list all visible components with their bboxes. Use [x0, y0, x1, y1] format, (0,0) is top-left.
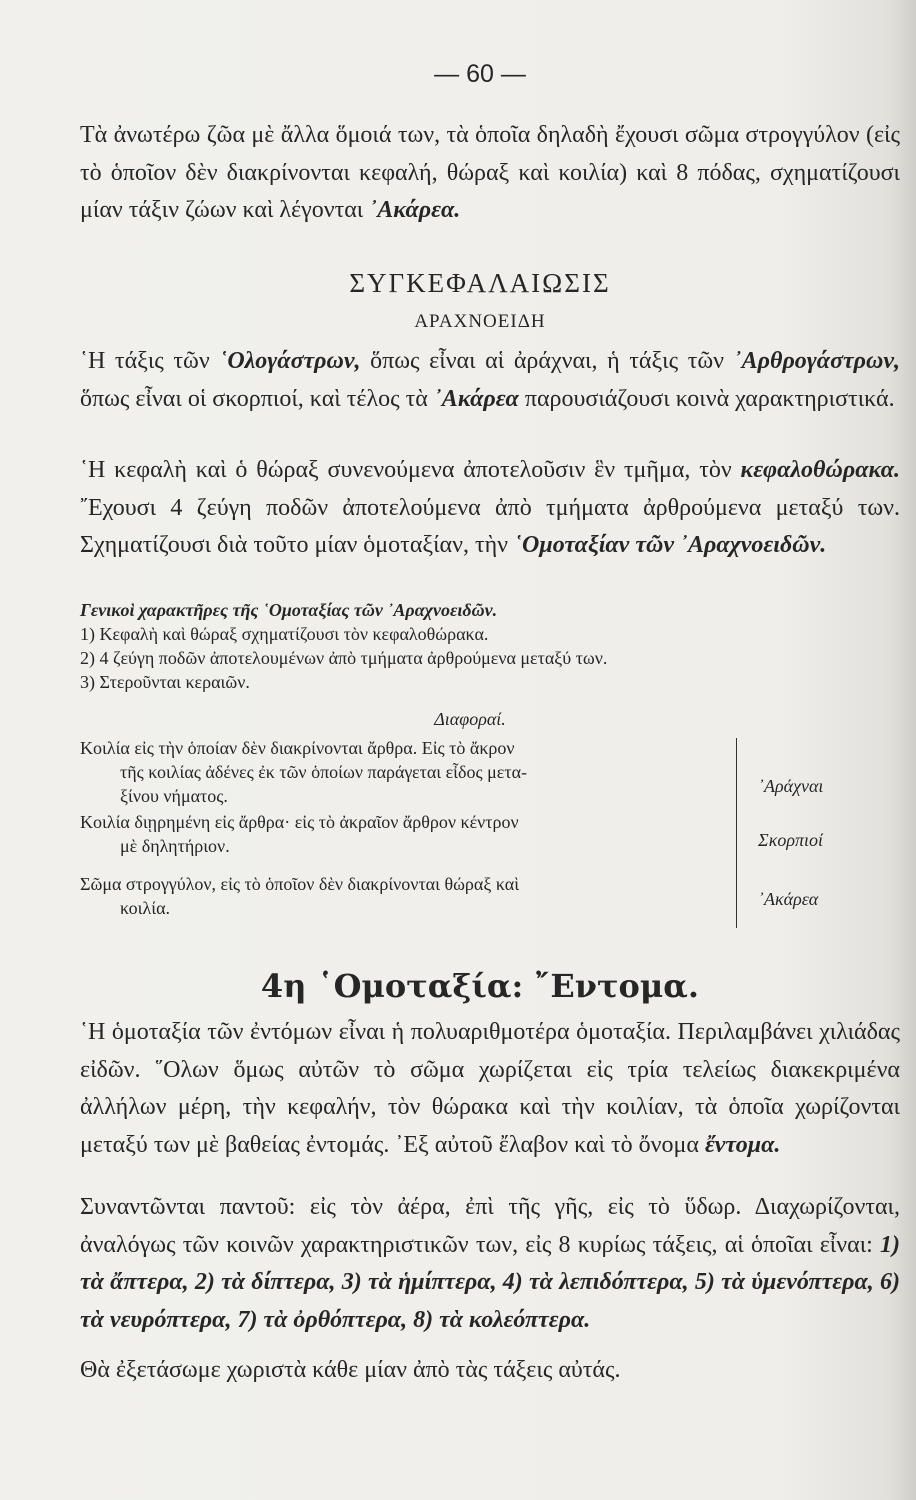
label-scorpions: Σκορπιοί: [758, 830, 823, 850]
insects-p1-text: ῾Η ὁμοταξία τῶν ἐντόμων εἶναι ἡ πολυαριθμοτέρα ὁμοταξία. Περιλαμβάνει χιλιάδας εἰδῶν. ῞Ολων ὅμως αὐτῶν τὸ σῶμα χωρίζεται εἰς τρία τελείως διακεκριμένα ἀλλήλων μέρη, τὴν κεφαλήν, τὸν θώρακα καὶ τὴν κοιλίαν, τὰ ὁποῖα χωρίζονται μεταξύ των μὲ βαθείας ἐντομάς. ᾿Εξ αὐτοῦ ἔλαβον καὶ τὸ ὄνομα: [80, 1019, 900, 1158]
summary-paragraph-1: [80, 343, 900, 418]
general-item-2: 2) 4 ζεύγη ποδῶν ἀποτελουμένων ἀπὸ τμήματα ἀρθρούμενα μεταξύ των.: [80, 648, 608, 668]
diff-spiders-line-3: ξίνου νήματος.: [120, 786, 228, 806]
insects-paragraph-3: Θὰ ἐξετάσωμε χωριστὰ κάθε μίαν ἀπὸ τὰς τάξεις αὐτάς.: [80, 1357, 621, 1383]
para1-term-3: ᾿Ακάρεα: [433, 385, 519, 412]
general-item-1: 1) Κεφαλὴ καὶ θώραξ σχηματίζουσι τὸν κεφαλοθώρακα.: [80, 624, 489, 644]
difference-row-spiders: [80, 736, 730, 808]
insects-p2-text: Συναντῶνται παντοῦ: εἰς τὸν ἀέρα, ἐπὶ τῆς γῆς, εἰς τὸ ὕδωρ. Διαχωρίζονται, ἀναλόγως τῶν κοινῶν χαρακτηριστικῶν των, εἰς 8 κυρίως τάξεις, αἱ ὁποῖαι εἶναι:: [80, 1194, 900, 1258]
para1-term-1: ῾Ολογάστρων,: [219, 348, 361, 374]
diff-scorpions-line-2: μὲ δηλητήριον.: [120, 836, 230, 856]
diff-scorpions-line-1: Κοιλία διῃρημένη εἰς ἄρθρα· εἰς τὸ ἀκραῖον ἄρθρον κέντρον: [80, 812, 519, 832]
summary-paragraph-2: [80, 452, 900, 565]
insect-orders-list: 1) τὰ ἄπτερα, 2) τὰ δίπτερα, 3) τὰ ἡμίπτερα, 4) τὰ λεπιδόπτερα, 5) τὰ ὑμενόπτερα, 6) τὰ νευρόπτερα, 7) τὰ ὀρθόπτερα, 8) τὰ κολεόπτερα.: [80, 1231, 900, 1333]
page-number: — 60 —: [434, 60, 526, 88]
diff-spiders-line-1: Κοιλία εἰς τὴν ὁποίαν δὲν διακρίνονται ἄρθρα. Εἰς τὸ ἄκρον: [80, 738, 515, 758]
difference-row-scorpions: [80, 810, 730, 858]
label-spiders: ᾿Αράχναι: [758, 776, 824, 796]
general-item-3: 3) Στεροῦνται κεραιῶν.: [80, 672, 250, 692]
general-title: Γενικοὶ χαρακτῆρες τῆς ῾Ομοταξίας τῶν ᾿Αραχνοειδῶν.: [80, 600, 498, 620]
insects-paragraph-2: [80, 1189, 900, 1339]
insects-term: ἔντομα.: [704, 1131, 781, 1158]
para1-text-3: ὅπως εἶναι οἱ σκορπιοί, καὶ τέλος τὰ: [80, 385, 428, 412]
para1-text-1: ῾Η τάξις τῶν: [80, 348, 210, 374]
differences-title: Διαφοραί.: [434, 709, 506, 729]
para1-text-4: παρουσιάζουσι κοινὰ χαρακτηριστικά.: [524, 385, 895, 412]
label-mites: ᾿Ακάρεα: [758, 889, 819, 909]
intro-text: Τὰ ἀνωτέρω ζῶα μὲ ἄλλα ὅμοιά των, τὰ ὁποῖα δηλαδὴ ἔχουσι σῶμα στρογγύλον (εἰς τὸ ὁποῖον δὲν διακρίνονται κεφαλή, θώραξ καὶ κοιλία) καὶ 8 πόδας, σχηματίζουσι μίαν τάξιν ζώων καὶ λέγονται: [80, 122, 900, 223]
para2-text-1: ῾Η κεφαλὴ καὶ ὁ θώραξ συνενούμενα ἀποτελοῦσιν ἓν τμῆμα, τὸν: [80, 457, 732, 483]
para1-term-2: ᾿Αρθρογάστρων,: [733, 348, 901, 374]
insects-paragraph-1: [80, 1014, 900, 1164]
intro-term: ᾿Ακάρεα.: [369, 197, 461, 223]
para1-text-2: ὅπως εἶναι αἱ ἀράχναι, ἡ τάξις τῶν: [370, 348, 725, 374]
diff-spiders-line-2: τῆς κοιλίας ἀδένες ἐκ τῶν ὁποίων παράγεται εἶδος μετα-: [120, 762, 528, 782]
diff-mites-line-1: Σῶμα στρογγύλον, εἰς τὸ ὁποῖον δὲν διακρίνονται θώραξ καὶ: [80, 874, 520, 894]
differences-brace: [736, 738, 747, 928]
para2-text-2: ῎Εχουσι 4 ζεύγη ποδῶν ἀποτελούμενα ἀπὸ τμήματα ἀρθρούμενα μεταξύ των. Σχηματίζουσι διὰ τοῦτο μίαν ὁμοταξίαν, τὴν: [80, 494, 900, 558]
para2-term-2: ῾Ομοταξίαν τῶν ᾿Αραχνοειδῶν.: [514, 532, 827, 558]
difference-row-mites: [80, 872, 730, 920]
para2-term-1: κεφαλοθώρακα.: [740, 457, 901, 483]
summary-title: ΣΥΓΚΕΦΑΛΑΙΩΣΙΣ: [349, 268, 611, 298]
diff-mites-line-2: κοιλία.: [120, 898, 171, 918]
general-characteristics: [80, 598, 900, 694]
summary-subtitle: ΑΡΑΧΝΟΕΙΔΗ: [414, 311, 546, 332]
section-4-title: 4η ῾Ομοταξία: ῎Εντομα.: [260, 967, 700, 1005]
intro-paragraph: [80, 117, 900, 230]
